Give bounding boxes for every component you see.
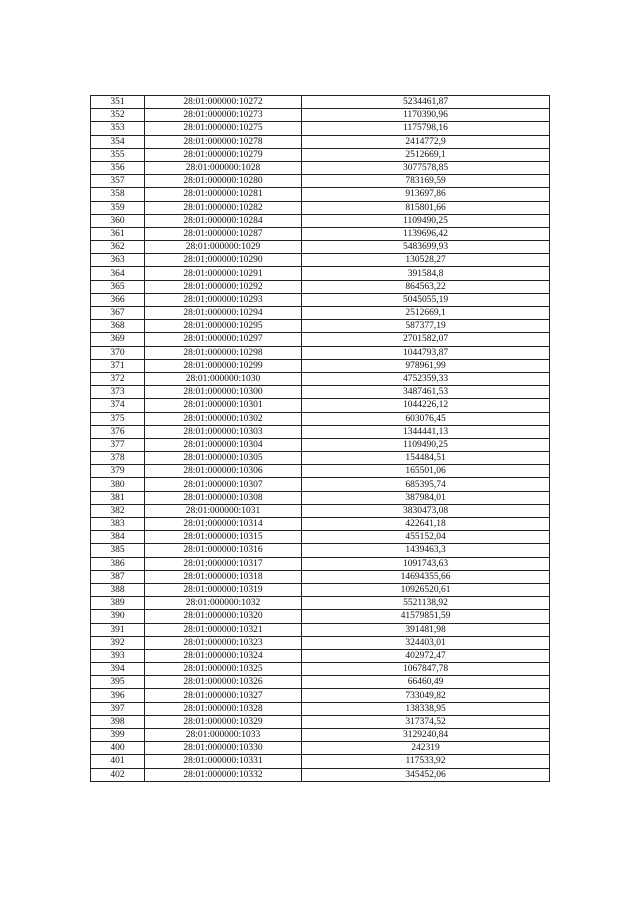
row-number-cell: 375 xyxy=(91,412,145,425)
cadastral-number-cell: 28:01:000000:1033 xyxy=(145,729,302,742)
table-row xyxy=(91,518,550,531)
cadastral-number-cell: 28:01:000000:10318 xyxy=(145,570,302,583)
cadastral-value-cell: 41579851,59 xyxy=(302,610,550,623)
cadastral-number-cell: 28:01:000000:10291 xyxy=(145,267,302,280)
cadastral-number-cell: 28:01:000000:10295 xyxy=(145,320,302,333)
table-row xyxy=(91,333,550,346)
row-number-cell: 380 xyxy=(91,478,145,491)
cadastral-value-cell: 10926520,61 xyxy=(302,583,550,596)
cadastral-number-cell: 28:01:000000:10324 xyxy=(145,649,302,662)
row-number-cell: 390 xyxy=(91,610,145,623)
cadastral-value-cell: 1170390,96 xyxy=(302,109,550,122)
cadastral-value-cell: 455152,04 xyxy=(302,531,550,544)
cadastral-value-cell: 402972,47 xyxy=(302,649,550,662)
cadastral-value-cell: 913697,86 xyxy=(302,188,550,201)
cadastral-number-cell: 28:01:000000:10302 xyxy=(145,412,302,425)
cadastral-number-cell: 28:01:000000:10300 xyxy=(145,386,302,399)
table-row xyxy=(91,227,550,240)
cadastral-number-cell: 28:01:000000:10330 xyxy=(145,742,302,755)
table-row xyxy=(91,386,550,399)
cadastral-value-cell: 391584,8 xyxy=(302,267,550,280)
cadastral-number-cell: 28:01:000000:10272 xyxy=(145,96,302,109)
cadastral-number-cell: 28:01:000000:10280 xyxy=(145,175,302,188)
cadastral-number-cell: 28:01:000000:10278 xyxy=(145,135,302,148)
cadastral-number-cell: 28:01:000000:10303 xyxy=(145,425,302,438)
row-number-cell: 382 xyxy=(91,504,145,517)
cadastral-value-cell: 864563,22 xyxy=(302,280,550,293)
row-number-cell: 374 xyxy=(91,399,145,412)
table-row xyxy=(91,649,550,662)
cadastral-value-cell: 685395,74 xyxy=(302,478,550,491)
table-row xyxy=(91,425,550,438)
cadastral-number-cell: 28:01:000000:10321 xyxy=(145,623,302,636)
table-row xyxy=(91,531,550,544)
table-row xyxy=(91,214,550,227)
cadastral-value-cell: 587377,19 xyxy=(302,320,550,333)
row-number-cell: 357 xyxy=(91,175,145,188)
cadastral-number-cell: 28:01:000000:1028 xyxy=(145,161,302,174)
table-row xyxy=(91,161,550,174)
cadastral-value-cell: 117533,92 xyxy=(302,755,550,768)
row-number-cell: 352 xyxy=(91,109,145,122)
table-row xyxy=(91,663,550,676)
cadastral-value-cell: 324403,01 xyxy=(302,636,550,649)
cadastral-value-cell: 1175798,16 xyxy=(302,122,550,135)
cadastral-value-cell: 1139696,42 xyxy=(302,227,550,240)
table-row xyxy=(91,148,550,161)
row-number-cell: 392 xyxy=(91,636,145,649)
table-row xyxy=(91,346,550,359)
table-row xyxy=(91,689,550,702)
cadastral-number-cell: 28:01:000000:10314 xyxy=(145,518,302,531)
table-row xyxy=(91,96,550,109)
row-number-cell: 384 xyxy=(91,531,145,544)
cadastral-number-cell: 28:01:000000:10323 xyxy=(145,636,302,649)
row-number-cell: 378 xyxy=(91,452,145,465)
row-number-cell: 358 xyxy=(91,188,145,201)
cadastral-value-cell: 2512669,1 xyxy=(302,307,550,320)
row-number-cell: 402 xyxy=(91,768,145,781)
cadastral-number-cell: 28:01:000000:10298 xyxy=(145,346,302,359)
table-body xyxy=(91,96,550,782)
table-row xyxy=(91,280,550,293)
table-row xyxy=(91,623,550,636)
cadastral-number-cell: 28:01:000000:10307 xyxy=(145,478,302,491)
table-row xyxy=(91,742,550,755)
row-number-cell: 353 xyxy=(91,122,145,135)
table-row xyxy=(91,715,550,728)
cadastral-number-cell: 28:01:000000:10299 xyxy=(145,359,302,372)
table-row xyxy=(91,359,550,372)
row-number-cell: 379 xyxy=(91,465,145,478)
table-row xyxy=(91,557,550,570)
cadastral-value-cell: 14694355,66 xyxy=(302,570,550,583)
table-row xyxy=(91,465,550,478)
cadastral-number-cell: 28:01:000000:10331 xyxy=(145,755,302,768)
row-number-cell: 364 xyxy=(91,267,145,280)
cadastral-value-cell: 154484,51 xyxy=(302,452,550,465)
cadastral-value-cell: 733049,82 xyxy=(302,689,550,702)
cadastral-value-cell: 1439463,3 xyxy=(302,544,550,557)
row-number-cell: 396 xyxy=(91,689,145,702)
table-row xyxy=(91,438,550,451)
table-row xyxy=(91,293,550,306)
cadastral-number-cell: 28:01:000000:10328 xyxy=(145,702,302,715)
row-number-cell: 365 xyxy=(91,280,145,293)
table-row xyxy=(91,122,550,135)
cadastral-number-cell: 28:01:000000:10275 xyxy=(145,122,302,135)
cadastral-value-cell: 345452,06 xyxy=(302,768,550,781)
table-row xyxy=(91,135,550,148)
table-row xyxy=(91,307,550,320)
row-number-cell: 370 xyxy=(91,346,145,359)
row-number-cell: 363 xyxy=(91,254,145,267)
cadastral-value-table xyxy=(90,95,550,782)
cadastral-value-cell: 165501,06 xyxy=(302,465,550,478)
cadastral-number-cell: 28:01:000000:10326 xyxy=(145,676,302,689)
cadastral-value-cell: 387984,01 xyxy=(302,491,550,504)
table-row xyxy=(91,729,550,742)
table-row xyxy=(91,452,550,465)
table-row xyxy=(91,491,550,504)
row-number-cell: 366 xyxy=(91,293,145,306)
row-number-cell: 387 xyxy=(91,570,145,583)
cadastral-number-cell: 28:01:000000:10290 xyxy=(145,254,302,267)
table-row xyxy=(91,755,550,768)
row-number-cell: 397 xyxy=(91,702,145,715)
row-number-cell: 399 xyxy=(91,729,145,742)
row-number-cell: 394 xyxy=(91,663,145,676)
row-number-cell: 383 xyxy=(91,518,145,531)
cadastral-number-cell: 28:01:000000:10304 xyxy=(145,438,302,451)
cadastral-value-cell: 783169,59 xyxy=(302,175,550,188)
cadastral-value-cell: 422641,18 xyxy=(302,518,550,531)
row-number-cell: 359 xyxy=(91,201,145,214)
row-number-cell: 400 xyxy=(91,742,145,755)
row-number-cell: 373 xyxy=(91,386,145,399)
cadastral-value-cell: 1044226,12 xyxy=(302,399,550,412)
cadastral-value-cell: 1109490,25 xyxy=(302,214,550,227)
row-number-cell: 389 xyxy=(91,597,145,610)
row-number-cell: 354 xyxy=(91,135,145,148)
cadastral-number-cell: 28:01:000000:1032 xyxy=(145,597,302,610)
cadastral-value-cell: 66460,49 xyxy=(302,676,550,689)
row-number-cell: 385 xyxy=(91,544,145,557)
table-row xyxy=(91,188,550,201)
table-row xyxy=(91,583,550,596)
table-row xyxy=(91,412,550,425)
cadastral-value-cell: 3830473,08 xyxy=(302,504,550,517)
row-number-cell: 395 xyxy=(91,676,145,689)
cadastral-number-cell: 28:01:000000:1029 xyxy=(145,241,302,254)
row-number-cell: 355 xyxy=(91,148,145,161)
row-number-cell: 381 xyxy=(91,491,145,504)
cadastral-value-cell: 1109490,25 xyxy=(302,438,550,451)
table-row xyxy=(91,267,550,280)
table-row xyxy=(91,109,550,122)
cadastral-number-cell: 28:01:000000:10284 xyxy=(145,214,302,227)
cadastral-number-cell: 28:01:000000:10305 xyxy=(145,452,302,465)
cadastral-number-cell: 28:01:000000:10315 xyxy=(145,531,302,544)
cadastral-value-cell: 2512669,1 xyxy=(302,148,550,161)
cadastral-number-cell: 28:01:000000:10273 xyxy=(145,109,302,122)
cadastral-value-cell: 5483699,93 xyxy=(302,241,550,254)
cadastral-number-cell: 28:01:000000:10308 xyxy=(145,491,302,504)
cadastral-number-cell: 28:01:000000:10320 xyxy=(145,610,302,623)
cadastral-value-cell: 317374,52 xyxy=(302,715,550,728)
table-row xyxy=(91,175,550,188)
cadastral-value-cell: 2701582,07 xyxy=(302,333,550,346)
cadastral-number-cell: 28:01:000000:10319 xyxy=(145,583,302,596)
cadastral-number-cell: 28:01:000000:1030 xyxy=(145,372,302,385)
cadastral-value-cell: 3487461,53 xyxy=(302,386,550,399)
cadastral-value-cell: 5234461,87 xyxy=(302,96,550,109)
table-row xyxy=(91,201,550,214)
cadastral-number-cell: 28:01:000000:10325 xyxy=(145,663,302,676)
table-row xyxy=(91,372,550,385)
row-number-cell: 398 xyxy=(91,715,145,728)
cadastral-value-cell: 5521138,92 xyxy=(302,597,550,610)
cadastral-value-cell: 3077578,85 xyxy=(302,161,550,174)
cadastral-number-cell: 28:01:000000:1031 xyxy=(145,504,302,517)
row-number-cell: 367 xyxy=(91,307,145,320)
table-row xyxy=(91,241,550,254)
table-row xyxy=(91,399,550,412)
cadastral-number-cell: 28:01:000000:10287 xyxy=(145,227,302,240)
cadastral-value-cell: 1067847,78 xyxy=(302,663,550,676)
cadastral-number-cell: 28:01:000000:10282 xyxy=(145,201,302,214)
table-row xyxy=(91,254,550,267)
table-row xyxy=(91,320,550,333)
table-row xyxy=(91,570,550,583)
cadastral-number-cell: 28:01:000000:10332 xyxy=(145,768,302,781)
cadastral-value-cell: 1044793,87 xyxy=(302,346,550,359)
cadastral-value-cell: 5045055,19 xyxy=(302,293,550,306)
row-number-cell: 368 xyxy=(91,320,145,333)
row-number-cell: 361 xyxy=(91,227,145,240)
cadastral-number-cell: 28:01:000000:10329 xyxy=(145,715,302,728)
row-number-cell: 376 xyxy=(91,425,145,438)
cadastral-number-cell: 28:01:000000:10327 xyxy=(145,689,302,702)
row-number-cell: 351 xyxy=(91,96,145,109)
table-row xyxy=(91,702,550,715)
row-number-cell: 386 xyxy=(91,557,145,570)
cadastral-number-cell: 28:01:000000:10316 xyxy=(145,544,302,557)
cadastral-number-cell: 28:01:000000:10292 xyxy=(145,280,302,293)
table-row xyxy=(91,544,550,557)
cadastral-number-cell: 28:01:000000:10293 xyxy=(145,293,302,306)
cadastral-number-cell: 28:01:000000:10294 xyxy=(145,307,302,320)
cadastral-number-cell: 28:01:000000:10317 xyxy=(145,557,302,570)
cadastral-value-cell: 978961,99 xyxy=(302,359,550,372)
cadastral-value-cell: 603076,45 xyxy=(302,412,550,425)
cadastral-number-cell: 28:01:000000:10306 xyxy=(145,465,302,478)
table-row xyxy=(91,636,550,649)
cadastral-value-cell: 391481,98 xyxy=(302,623,550,636)
row-number-cell: 388 xyxy=(91,583,145,596)
cadastral-value-cell: 4752359,33 xyxy=(302,372,550,385)
cadastral-value-cell: 138338,95 xyxy=(302,702,550,715)
cadastral-number-cell: 28:01:000000:10301 xyxy=(145,399,302,412)
table-row xyxy=(91,504,550,517)
table-row xyxy=(91,610,550,623)
row-number-cell: 371 xyxy=(91,359,145,372)
table-row xyxy=(91,768,550,781)
table-row xyxy=(91,597,550,610)
cadastral-value-cell: 2414772,9 xyxy=(302,135,550,148)
cadastral-number-cell: 28:01:000000:10279 xyxy=(145,148,302,161)
table-row xyxy=(91,478,550,491)
cadastral-value-cell: 3129240,84 xyxy=(302,729,550,742)
row-number-cell: 362 xyxy=(91,241,145,254)
row-number-cell: 360 xyxy=(91,214,145,227)
table-row xyxy=(91,676,550,689)
cadastral-number-cell: 28:01:000000:10281 xyxy=(145,188,302,201)
cadastral-value-cell: 1091743,63 xyxy=(302,557,550,570)
row-number-cell: 401 xyxy=(91,755,145,768)
row-number-cell: 391 xyxy=(91,623,145,636)
cadastral-number-cell: 28:01:000000:10297 xyxy=(145,333,302,346)
row-number-cell: 369 xyxy=(91,333,145,346)
row-number-cell: 356 xyxy=(91,161,145,174)
cadastral-value-cell: 130528,27 xyxy=(302,254,550,267)
row-number-cell: 377 xyxy=(91,438,145,451)
row-number-cell: 393 xyxy=(91,649,145,662)
cadastral-value-cell: 815801,66 xyxy=(302,201,550,214)
cadastral-value-cell: 242319 xyxy=(302,742,550,755)
cadastral-value-cell: 1344441,13 xyxy=(302,425,550,438)
row-number-cell: 372 xyxy=(91,372,145,385)
